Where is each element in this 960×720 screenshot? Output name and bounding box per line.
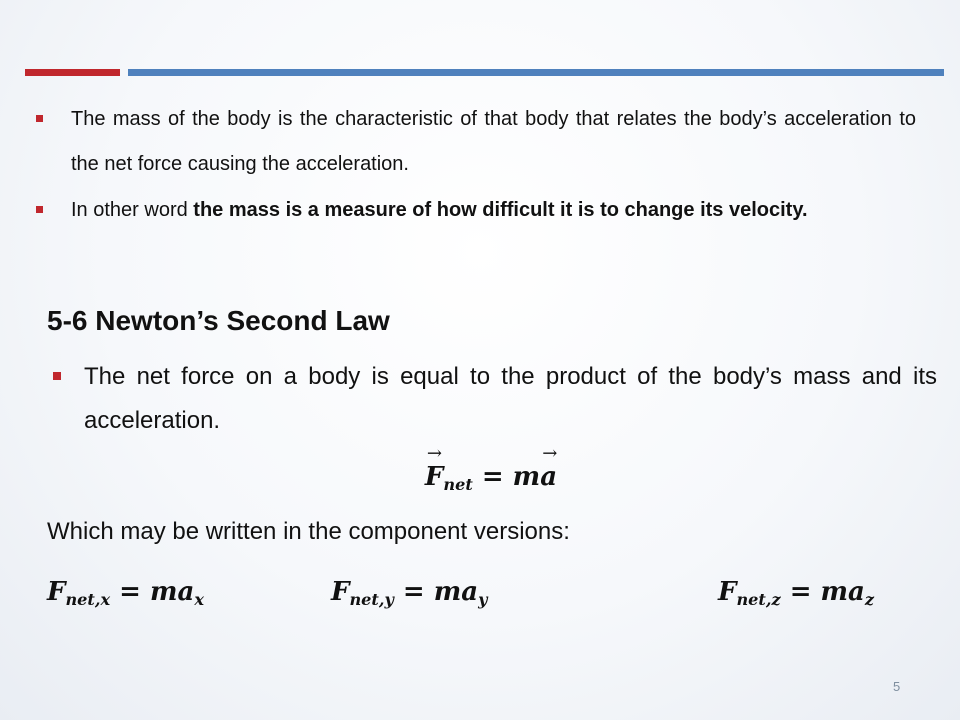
- eq-rhs: = ma: [393, 577, 479, 607]
- bullet-text-bold: the mass is a measure of how difficult it is to change its velocity.: [193, 199, 808, 221]
- equation-middle: = m: [472, 462, 541, 492]
- eq-rhs-sub: z: [864, 589, 875, 609]
- equation-z-component: [718, 577, 874, 609]
- eq-lhs-sub: net,x: [65, 589, 111, 609]
- eq-lhs: F: [47, 577, 66, 607]
- bullet-square-icon: [36, 115, 43, 122]
- section-title: 5-6 Newton’s Second Law: [47, 305, 390, 336]
- bullet-text: The mass of the body is the characteristic of that body that relates the body’s acceleration to the net force causing the acceleration.: [71, 108, 916, 175]
- force-subscript: net: [443, 474, 473, 494]
- eq-rhs-sub: y: [478, 589, 488, 609]
- main-equation: [0, 462, 960, 494]
- equation-x-component: [47, 577, 204, 609]
- bullet-text-prefix: In other word: [71, 199, 194, 221]
- law-text: The net force on a body is equal to the product of the body’s mass and its acceleration.: [84, 363, 937, 434]
- bullet-square-icon: [53, 372, 61, 380]
- eq-lhs-sub: net,y: [349, 589, 394, 609]
- component-intro-text: Which may be written in the component versions:: [47, 518, 570, 545]
- bullet-mass-measure: [36, 188, 916, 233]
- eq-rhs: = ma: [780, 577, 865, 607]
- eq-lhs-sub: net,z: [736, 589, 781, 609]
- accent-bar-blue: [128, 69, 944, 76]
- acceleration-vector: → a: [540, 462, 557, 492]
- accent-bar-red: [25, 69, 120, 76]
- eq-rhs: = ma: [110, 577, 195, 607]
- bullet-second-law: [47, 355, 937, 443]
- eq-rhs-sub: x: [194, 589, 204, 609]
- bullet-mass-definition: [36, 97, 916, 187]
- bullet-square-icon: [36, 206, 43, 213]
- equation-y-component: [331, 577, 487, 609]
- page-number: 5: [893, 679, 901, 694]
- eq-lhs: F: [331, 577, 350, 607]
- force-vector: → F: [425, 462, 443, 492]
- eq-lhs: F: [718, 577, 737, 607]
